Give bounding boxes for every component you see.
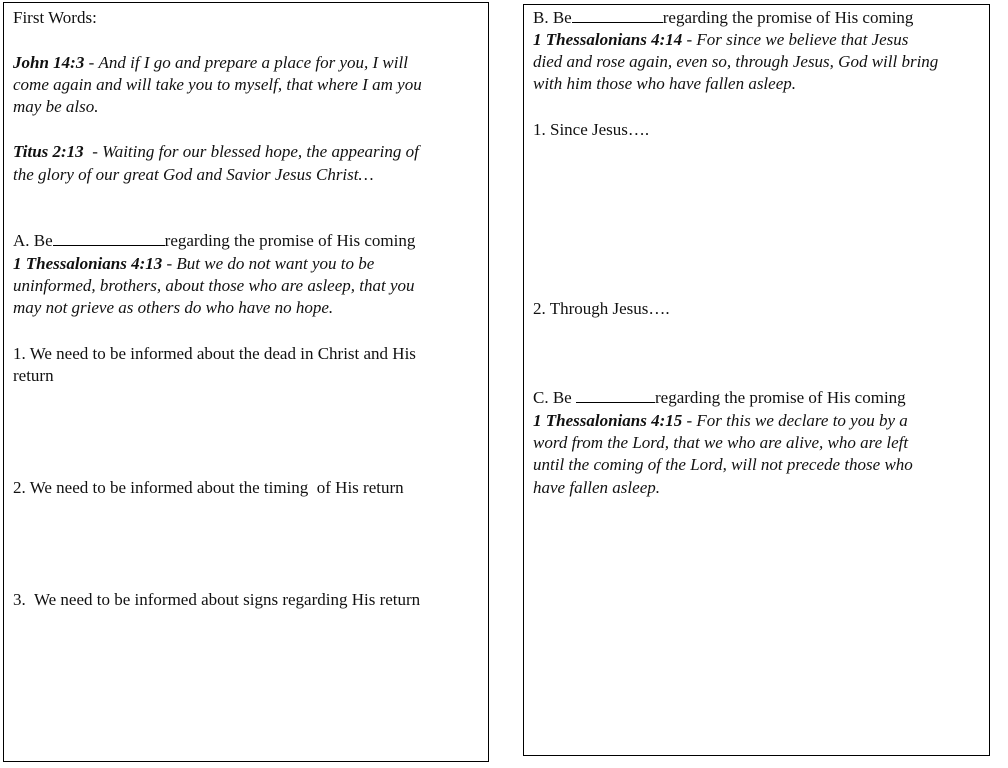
verse-reference: Titus 2:13 [13,142,84,161]
section-b-heading [533,7,913,29]
section-b-suffix: regarding the promise of His coming [662,8,914,27]
section-a-point-1: 1. We need to be informed about the dead in Christ and His [13,344,416,363]
verse-separator: - [682,30,697,49]
section-a-suffix: regarding the promise of His coming [164,231,416,250]
section-a-verse-line-1 [13,253,374,275]
section-b-prefix: B. Be [533,8,572,27]
section-a-verse-line-3: may not grieve as others do who have no hope. [13,298,334,317]
section-b-verse-line-2: died and rose again, even so, through Jesus, God will bring [533,52,939,71]
verse-john-line-2: come again and will take you to myself, that where I am you [13,75,422,94]
verse-text: Waiting for our blessed hope, the appearing of [102,142,419,161]
verse-separator: - [83,142,103,161]
verse-separator: - [84,53,99,72]
verse-john-line-1 [13,52,408,74]
verse-text: For this we declare to you by a [696,411,908,430]
section-a-heading [13,230,415,252]
verse-text: But we do not want you to be [176,254,375,273]
section-a-point-2: 2. We need to be informed about the timing of His return [13,478,404,497]
verse-reference: 1 Thessalonians 4:13 [13,254,163,273]
section-a-point-1-cont: return [13,366,54,385]
section-a-verse-line-2: uninformed, brothers, about those who are asleep, that you [13,276,415,295]
first-words-heading: First Words: [13,8,97,27]
section-b-point-1: 1. Since Jesus…. [533,120,650,139]
section-c-prefix: C. Be [533,388,576,407]
section-c-blank[interactable] [576,388,655,403]
verse-titus-line-2: the glory of our great God and Savior Jesus Christ… [13,165,374,184]
verse-reference: 1 Thessalonians 4:15 [533,411,683,430]
verse-text: For since we believe that Jesus [696,30,909,49]
verse-text: And if I go and prepare a place for you, I will [98,53,408,72]
section-a-prefix: A. Be [13,231,53,250]
section-b-verse-line-3: with him those who have fallen asleep. [533,74,796,93]
section-c-suffix: regarding the promise of His coming [654,388,906,407]
section-c-verse-line-2: word from the Lord, that we who are alive, who are left [533,433,909,452]
section-c-verse-line-3: until the coming of the Lord, will not precede those who [533,455,913,474]
section-c-verse-line-1 [533,410,908,432]
section-b-blank[interactable] [572,8,663,23]
right-panel [523,4,990,756]
section-b-verse-line-1 [533,29,908,51]
verse-reference: 1 Thessalonians 4:14 [533,30,683,49]
verse-john-line-3: may be also. [13,97,99,116]
section-a-point-3: 3. We need to be informed about signs regarding His return [13,590,421,609]
section-a-blank[interactable] [53,231,165,246]
verse-titus-line-1 [13,141,419,163]
verse-separator: - [162,254,177,273]
verse-reference: John 14:3 [13,53,85,72]
section-c-verse-line-4: have fallen asleep. [533,478,660,497]
section-c-heading [533,387,906,409]
section-b-point-2: 2. Through Jesus…. [533,299,670,318]
verse-separator: - [682,411,697,430]
